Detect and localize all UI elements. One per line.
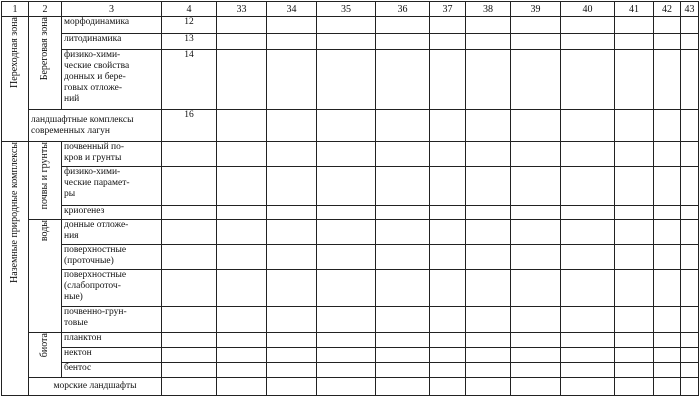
empty-cell (654, 245, 681, 270)
empty-cell (511, 206, 561, 220)
empty-cell (466, 110, 511, 142)
table-row (2, 220, 699, 245)
empty-cell (317, 206, 376, 220)
empty-cell (317, 270, 376, 307)
empty-cell (615, 206, 654, 220)
empty-cell (162, 142, 217, 167)
empty-cell (615, 333, 654, 348)
empty-cell (681, 34, 699, 50)
empty-cell (430, 110, 466, 142)
table-row (2, 270, 699, 307)
row-number: 14 (162, 50, 217, 110)
empty-cell (267, 270, 317, 307)
empty-cell (317, 220, 376, 245)
empty-cell (615, 363, 654, 378)
empty-cell (561, 378, 615, 396)
empty-cell (615, 348, 654, 363)
empty-cell (615, 50, 654, 110)
empty-cell (267, 245, 317, 270)
empty-cell (511, 333, 561, 348)
empty-cell (430, 142, 466, 167)
empty-cell (561, 167, 615, 206)
table-row (2, 363, 699, 378)
empty-cell (317, 245, 376, 270)
empty-cell (681, 245, 699, 270)
row-label-lagoons: ландшафтные комплексы современных лагун (29, 110, 162, 142)
row-label-nekton: нектон (62, 348, 162, 363)
table-row (2, 206, 699, 220)
empty-cell (430, 378, 466, 396)
empty-cell (654, 333, 681, 348)
table-row (2, 50, 699, 110)
empty-cell (217, 363, 267, 378)
empty-cell (511, 34, 561, 50)
group-biota: биота (29, 333, 62, 378)
empty-cell (561, 17, 615, 34)
empty-cell (466, 348, 511, 363)
empty-cell (162, 220, 217, 245)
empty-cell (430, 363, 466, 378)
empty-cell (561, 348, 615, 363)
empty-cell (654, 378, 681, 396)
empty-cell (317, 348, 376, 363)
table-row (2, 333, 699, 348)
empty-cell (317, 17, 376, 34)
empty-cell (217, 307, 267, 333)
empty-cell (317, 50, 376, 110)
empty-cell (162, 245, 217, 270)
row-label-physchem-sediments: физико-хими- ческие свойства донных и бере- говых отложе- ний (62, 50, 162, 110)
empty-cell (681, 50, 699, 110)
empty-cell (466, 167, 511, 206)
empty-cell (681, 378, 699, 396)
empty-cell (561, 333, 615, 348)
empty-cell (561, 34, 615, 50)
header-cell: 42 (654, 2, 681, 17)
table-row (2, 167, 699, 206)
header-row (2, 2, 699, 17)
empty-cell (561, 110, 615, 142)
table-row (2, 348, 699, 363)
empty-cell (162, 167, 217, 206)
empty-cell (317, 167, 376, 206)
empty-cell (681, 142, 699, 167)
empty-cell (430, 206, 466, 220)
empty-cell (615, 17, 654, 34)
empty-cell (267, 333, 317, 348)
group-land-complexes: Наземные природные комплексы (2, 142, 29, 396)
empty-cell (376, 50, 430, 110)
empty-cell (466, 307, 511, 333)
empty-cell (217, 50, 267, 110)
empty-cell (681, 220, 699, 245)
empty-cell (654, 270, 681, 307)
empty-cell (217, 270, 267, 307)
header-cell: 36 (376, 2, 430, 17)
header-cell: 37 (430, 2, 466, 17)
empty-cell (376, 333, 430, 348)
row-label-marine-landscapes: морские ландшафты (29, 378, 162, 396)
empty-cell (430, 50, 466, 110)
empty-cell (430, 307, 466, 333)
empty-cell (430, 17, 466, 34)
empty-cell (267, 34, 317, 50)
empty-cell (376, 220, 430, 245)
empty-cell (654, 167, 681, 206)
empty-cell (511, 167, 561, 206)
empty-cell (430, 270, 466, 307)
table-row (2, 17, 699, 34)
empty-cell (217, 34, 267, 50)
data-table (1, 1, 699, 396)
empty-cell (511, 348, 561, 363)
empty-cell (267, 220, 317, 245)
empty-cell (430, 220, 466, 245)
row-label-morphodynamics: морфодинамика (62, 17, 162, 34)
empty-cell (376, 17, 430, 34)
row-label-plankton: планктон (62, 333, 162, 348)
empty-cell (511, 270, 561, 307)
row-number: 16 (162, 110, 217, 142)
empty-cell (681, 363, 699, 378)
row-number: 12 (162, 17, 217, 34)
empty-cell (376, 110, 430, 142)
empty-cell (162, 270, 217, 307)
header-cell: 41 (615, 2, 654, 17)
empty-cell (654, 348, 681, 363)
empty-cell (217, 333, 267, 348)
empty-cell (654, 50, 681, 110)
header-cell: 33 (217, 2, 267, 17)
empty-cell (466, 206, 511, 220)
empty-cell (511, 307, 561, 333)
empty-cell (317, 34, 376, 50)
table-row (2, 307, 699, 333)
empty-cell (466, 220, 511, 245)
empty-cell (511, 220, 561, 245)
empty-cell (376, 206, 430, 220)
empty-cell (466, 333, 511, 348)
empty-cell (217, 167, 267, 206)
empty-cell (615, 378, 654, 396)
empty-cell (561, 363, 615, 378)
empty-cell (561, 142, 615, 167)
header-cell: 4 (162, 2, 217, 17)
empty-cell (162, 206, 217, 220)
empty-cell (654, 363, 681, 378)
empty-cell (162, 333, 217, 348)
empty-cell (376, 363, 430, 378)
empty-cell (430, 348, 466, 363)
empty-cell (681, 17, 699, 34)
empty-cell (615, 245, 654, 270)
empty-cell (466, 142, 511, 167)
empty-cell (561, 50, 615, 110)
empty-cell (466, 270, 511, 307)
empty-cell (511, 378, 561, 396)
empty-cell (376, 34, 430, 50)
group-waters: воды (29, 220, 62, 333)
header-cell: 40 (561, 2, 615, 17)
empty-cell (681, 270, 699, 307)
row-label-cryogenesis: криогенез (62, 206, 162, 220)
empty-cell (615, 270, 654, 307)
empty-cell (217, 378, 267, 396)
group-soils: почвы и грунты (29, 142, 62, 220)
row-label-physchem-params: физико-хими- ческие парамет- ры (62, 167, 162, 206)
header-cell: 34 (267, 2, 317, 17)
row-label-lithodynamics: литодинамика (62, 34, 162, 50)
empty-cell (681, 167, 699, 206)
empty-cell (466, 378, 511, 396)
empty-cell (654, 142, 681, 167)
empty-cell (162, 307, 217, 333)
empty-cell (267, 348, 317, 363)
header-cell: 38 (466, 2, 511, 17)
empty-cell (654, 206, 681, 220)
empty-cell (430, 245, 466, 270)
empty-cell (217, 110, 267, 142)
empty-cell (466, 50, 511, 110)
empty-cell (466, 245, 511, 270)
empty-cell (681, 348, 699, 363)
header-cell: 43 (681, 2, 699, 17)
empty-cell (267, 206, 317, 220)
empty-cell (615, 34, 654, 50)
row-label-bottom-sediments: донные отложе- ния (62, 220, 162, 245)
empty-cell (511, 245, 561, 270)
empty-cell (317, 307, 376, 333)
empty-cell (376, 245, 430, 270)
table-row (2, 378, 699, 396)
table-row (2, 110, 699, 142)
header-cell: 39 (511, 2, 561, 17)
empty-cell (615, 167, 654, 206)
header-cell: 35 (317, 2, 376, 17)
empty-cell (615, 110, 654, 142)
empty-cell (376, 348, 430, 363)
group-transition-zone: Переходная зона (2, 17, 29, 142)
empty-cell (267, 378, 317, 396)
empty-cell (376, 307, 430, 333)
group-coastal-zone: Береговая зона (29, 17, 62, 110)
empty-cell (511, 363, 561, 378)
empty-cell (217, 17, 267, 34)
empty-cell (615, 220, 654, 245)
row-label-soil-cover: почвенный по- кров и грунты (62, 142, 162, 167)
empty-cell (511, 142, 561, 167)
empty-cell (430, 167, 466, 206)
empty-cell (376, 378, 430, 396)
empty-cell (511, 50, 561, 110)
empty-cell (267, 17, 317, 34)
row-label-benthos: бентос (62, 363, 162, 378)
empty-cell (430, 333, 466, 348)
empty-cell (561, 245, 615, 270)
empty-cell (681, 333, 699, 348)
empty-cell (217, 206, 267, 220)
empty-cell (511, 110, 561, 142)
table-row (2, 142, 699, 167)
empty-cell (376, 270, 430, 307)
empty-cell (654, 307, 681, 333)
empty-cell (267, 110, 317, 142)
empty-cell (317, 142, 376, 167)
row-label-surface-flowing: поверхностные (проточные) (62, 245, 162, 270)
empty-cell (561, 206, 615, 220)
empty-cell (681, 307, 699, 333)
row-label-soil-ground: почвенно-грун- товые (62, 307, 162, 333)
empty-cell (654, 17, 681, 34)
empty-cell (681, 110, 699, 142)
empty-cell (267, 307, 317, 333)
empty-cell (654, 220, 681, 245)
empty-cell (466, 363, 511, 378)
empty-cell (561, 270, 615, 307)
row-number: 13 (162, 34, 217, 50)
empty-cell (654, 110, 681, 142)
header-cell: 3 (62, 2, 162, 17)
empty-cell (267, 142, 317, 167)
empty-cell (267, 50, 317, 110)
empty-cell (217, 245, 267, 270)
empty-cell (561, 220, 615, 245)
empty-cell (217, 142, 267, 167)
empty-cell (654, 34, 681, 50)
empty-cell (267, 167, 317, 206)
empty-cell (466, 17, 511, 34)
empty-cell (376, 167, 430, 206)
row-label-surface-weak: поверхностные (слабопроточ- ные) (62, 270, 162, 307)
empty-cell (217, 348, 267, 363)
empty-cell (267, 363, 317, 378)
empty-cell (162, 348, 217, 363)
header-cell: 2 (29, 2, 62, 17)
empty-cell (615, 142, 654, 167)
empty-cell (317, 363, 376, 378)
empty-cell (430, 34, 466, 50)
empty-cell (162, 363, 217, 378)
empty-cell (317, 378, 376, 396)
empty-cell (317, 110, 376, 142)
empty-cell (466, 34, 511, 50)
table-row (2, 34, 699, 50)
empty-cell (217, 220, 267, 245)
table-row (2, 245, 699, 270)
empty-cell (162, 378, 217, 396)
empty-cell (561, 307, 615, 333)
header-cell: 1 (2, 2, 29, 17)
empty-cell (511, 17, 561, 34)
empty-cell (615, 307, 654, 333)
empty-cell (317, 333, 376, 348)
empty-cell (376, 142, 430, 167)
empty-cell (681, 206, 699, 220)
